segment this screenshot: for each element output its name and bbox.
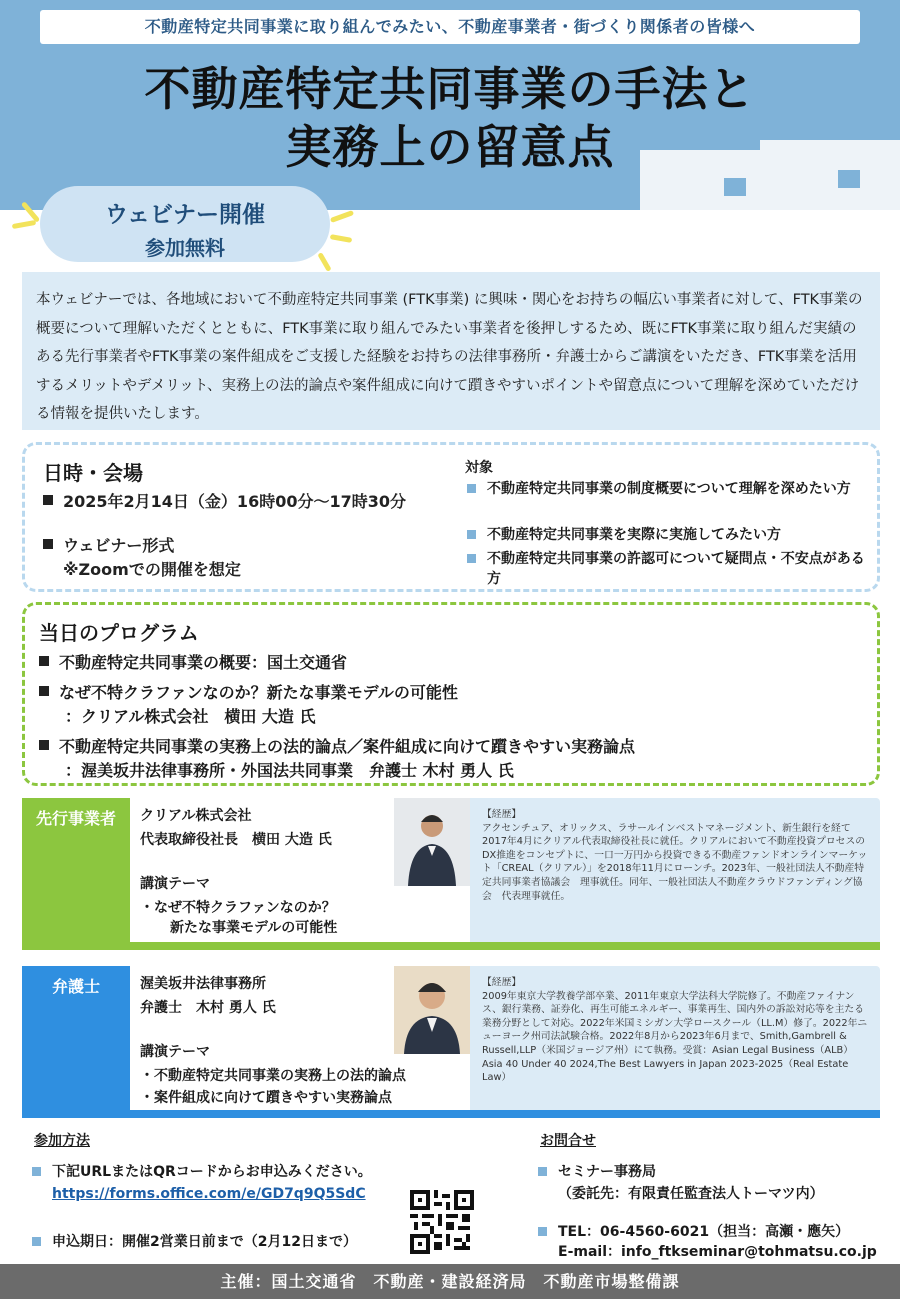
theme-line: 新たな事業モデルの可能性 <box>170 920 338 936</box>
bullet-icon <box>467 554 476 563</box>
bullet-icon <box>43 495 53 505</box>
contact-tel <box>536 1222 849 1242</box>
schedule-datetime <box>43 489 406 512</box>
theme-line: ・案件組成に向けて躓きやすい実務論点 <box>140 1090 392 1106</box>
target-item <box>465 479 875 499</box>
bio-text: アクセンチュア、オリックス、ラサールインベストマネージメント、新生銀行を経て2017年4月にクリアル代表取締役社長に就任。クリアルにおいて不動産投資プロセスのDX推進をコンセプトに、一口一万円から投資できる不動産ファンドオンラインマーケット「CREAL（クリアル）」を2018年11月にローンチ。2023年、一般社団法人不動産特定共同事業者協議会 理事就任。同年、一般社団法人不動産クラウドファンディング協会 代表理事就任。 <box>482 822 868 902</box>
bullet-icon <box>39 656 49 666</box>
bullet-icon <box>538 1167 547 1176</box>
speaker-company: クリアル株式会社 <box>140 808 252 824</box>
bullet-icon <box>39 686 49 696</box>
window-icon <box>838 170 860 188</box>
bio-text: 2009年東京大学教養学部卒業、2011年東京大学法科大学院修了。不動産ファイナンス、銀行業務、証券化、再生可能エネルギー、事業再生、国内外の訴訟対応等を主たる業務分野として対応。2022年米国ミシガン大学ロースクール（LL.M）修了。2022年ニューヨーク州司法試験合格。2022年8月から2023年6月まで、Smith,Gambrell & Russell,LLP（米国ジョージア州）にて執務。受賞：Asian Legal Business（ALB）Asia 40 Under 40 2024,The Best Lawyers in Japan 2023-2025（Real Estate Law） <box>482 990 868 1084</box>
building-illustration <box>640 150 760 210</box>
speaker-bio <box>470 966 880 1110</box>
speaker-tag-label: 弁護士 <box>51 977 100 996</box>
apply-instruction-text: 下記URLまたはQRコードからお申込みください。 <box>52 1164 372 1180</box>
program-box <box>22 602 880 786</box>
panel-divider <box>22 1110 880 1118</box>
theme-line: ・不動産特定共同事業の実務上の法的論点 <box>140 1068 406 1084</box>
bullet-icon <box>32 1237 41 1246</box>
hero-section <box>0 0 900 210</box>
target-heading: 対象 <box>465 460 493 476</box>
bullet-icon <box>39 740 49 750</box>
highlight-ray-icon <box>330 210 354 223</box>
speaker-tag-label: 先行事業者 <box>35 809 116 828</box>
panel-divider <box>22 942 880 950</box>
qr-code-icon[interactable] <box>410 1190 474 1254</box>
program-heading: 当日のプログラム <box>39 621 199 645</box>
program-item <box>39 735 635 759</box>
target-text: 不動産特定共同事業の制度概要について理解を深めたい方 <box>487 481 851 497</box>
title-line-1: 不動産特定共同事業の手法と <box>144 62 756 116</box>
schedule-box <box>22 442 880 592</box>
program-item-title: 不動産特定共同事業の概要：国土交通省 <box>59 653 348 672</box>
highlight-ray-icon <box>12 220 37 229</box>
bullet-icon <box>43 539 53 549</box>
program-item-title: なぜ不特クラファンなのか？新たな事業モデルの可能性 <box>59 683 458 702</box>
program-item-speaker: ：渥美坂井法律事務所・外国法共同事業 弁護士 木村 勇人 氏 <box>65 761 514 780</box>
contact-office-text: セミナー事務局 <box>558 1164 656 1180</box>
person-portrait-icon <box>394 966 470 1054</box>
building-illustration <box>760 140 900 210</box>
format-text: ウェビナー形式 <box>63 536 175 555</box>
apply-deadline-text: 申込期日：開催2営業日前まで（2月12日まで） <box>52 1234 357 1250</box>
speaker-panel-lawyer <box>22 966 880 1118</box>
person-portrait-icon <box>394 798 470 886</box>
theme-line: ・なぜ不特クラファンなのか？ <box>140 900 336 916</box>
qr-pattern <box>410 1190 474 1254</box>
apply-heading: 参加方法 <box>34 1133 90 1149</box>
speaker-name: 弁護士 木村 勇人 氏 <box>140 1000 276 1016</box>
webinar-badge-title: ウェビナー開催 <box>104 202 266 228</box>
free-participation-label: 参加無料 <box>145 236 225 260</box>
target-audience-banner: 不動産特定共同事業に取り組んでみたい、不動産事業者・街づくり関係者の皆様へ <box>40 10 860 44</box>
highlight-ray-icon <box>330 234 353 243</box>
bullet-icon <box>467 484 476 493</box>
speaker-photo <box>394 798 470 886</box>
apply-deadline <box>30 1232 357 1252</box>
organizer-footer: 主催：国土交通省 不動産・建設経済局 不動産市場整備課 <box>0 1264 900 1299</box>
apply-instruction <box>30 1162 372 1182</box>
bullet-icon <box>538 1227 547 1236</box>
speaker-tag <box>22 966 130 1110</box>
program-item-title: 不動産特定共同事業の実務上の法的論点／案件組成に向けて躓きやすい実務論点 <box>59 737 636 756</box>
datetime-text: 2025年2月14日（金）16時00分～17時30分 <box>63 492 406 511</box>
target-item <box>465 525 875 545</box>
schedule-heading: 日時・会場 <box>43 461 143 485</box>
speaker-tag <box>22 798 130 942</box>
bullet-icon <box>32 1167 41 1176</box>
bio-heading: 【経歴】 <box>482 809 522 820</box>
schedule-format-note: ※Zoomでの開催を想定 <box>63 560 241 579</box>
speaker-photo <box>394 966 470 1054</box>
speaker-company: 渥美坂井法律事務所 <box>140 976 266 992</box>
speaker-bio <box>470 798 880 942</box>
schedule-format <box>43 533 174 556</box>
title-line-2: 実務上の留意点 <box>285 120 615 174</box>
bio-heading: 【経歴】 <box>482 977 522 988</box>
contact-tel-text[interactable]: TEL：06-4560-6021（担当：高瀬・應矢） <box>558 1224 850 1240</box>
target-text: 不動産特定共同事業を実際に実施してみたい方 <box>487 527 781 543</box>
contact-office <box>536 1162 656 1182</box>
target-text: 不動産特定共同事業の許認可について疑問点・不安点がある方 <box>487 551 865 587</box>
bullet-icon <box>467 530 476 539</box>
program-item <box>39 651 347 675</box>
contact-email[interactable]: E-mail：info_ftkseminar@tohmatsu.co.jp <box>558 1244 877 1260</box>
apply-form-link[interactable]: https://forms.office.com/e/GD7q9Q5SdC <box>52 1186 366 1202</box>
theme-label: 講演テーマ <box>140 1044 210 1060</box>
program-item <box>39 681 458 705</box>
speaker-panel-pioneer <box>22 798 880 950</box>
target-item <box>465 549 875 589</box>
theme-label: 講演テーマ <box>140 876 210 892</box>
program-item-speaker: ：クリアル株式会社 横田 大造 氏 <box>65 707 316 726</box>
window-icon <box>724 178 746 196</box>
speaker-name: 代表取締役社長 横田 大造 氏 <box>140 832 332 848</box>
contact-heading: お問合せ <box>540 1133 596 1149</box>
contact-office-note: （委託先：有限責任監査法人トーマツ内） <box>558 1186 824 1202</box>
intro-paragraph: 本ウェビナーでは、各地域において不動産特定共同事業 (FTK事業) に興味・関心をお持ちの幅広い事業者に対して、FTK事業の概要について理解いただくとともに、FTK事業に取り組んでみたい事業者を後押しするため、既にFTK事業に取り組んだ実績のある先行事業者やFTK事業の案件組成をご支援した経験をお持ちの法律事務所・弁護士からご講演をいただき、FTK事業を活用するメリットやデメリット、実務上の法的論点や案件組成に向けて躓きやすいポイントや留意点について理解を深めていただける情報を提供いたします。 <box>22 272 880 430</box>
